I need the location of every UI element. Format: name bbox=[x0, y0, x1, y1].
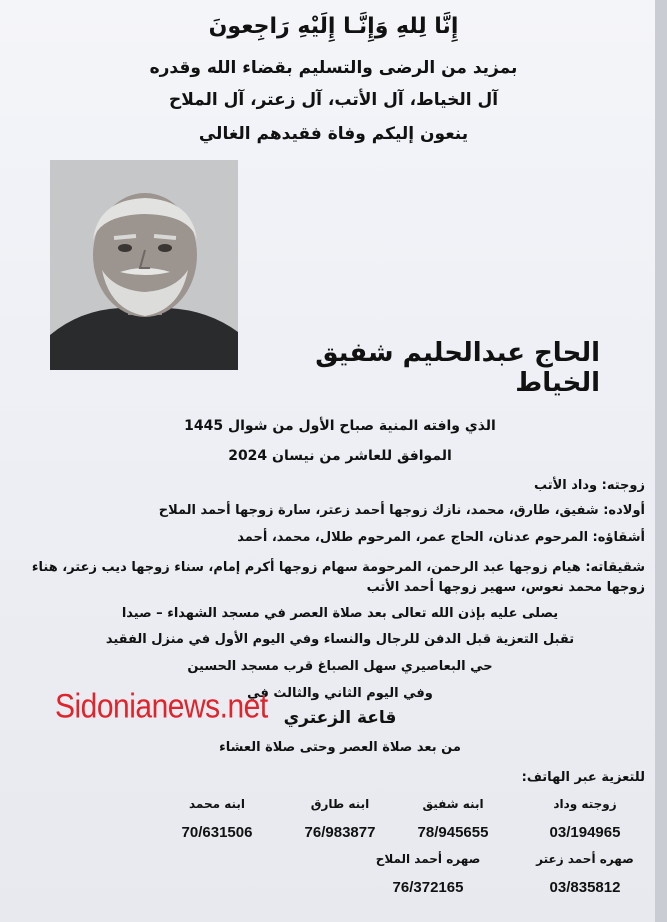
condolence-line: تقبل التعزية قبل الدفن للرجال والنساء وفي اليوم الأول في منزل الفقيد bbox=[105, 632, 575, 647]
phone-label: ابنه طارق bbox=[310, 797, 370, 811]
phone-label: ابنه شفيق bbox=[422, 797, 484, 811]
hall-name: قاعة الزعتري bbox=[283, 708, 397, 728]
families-line: آل الخياط، آل الأتب، آل زعتر، آل الملاح bbox=[168, 90, 499, 110]
phone-label: ابنه محمد bbox=[188, 797, 246, 811]
wife-line: زوجته: وداد الأتب bbox=[533, 478, 645, 493]
time-line: من بعد صلاة العصر وحتى صلاة العشاء bbox=[219, 740, 461, 755]
death-date-gregorian: الموافق للعاشر من نيسان 2024 bbox=[228, 448, 452, 464]
phone-number: 70/631506 bbox=[181, 824, 253, 841]
phone-label: صهره أحمد الملاح bbox=[375, 852, 481, 866]
address-line: حي البعاصيري سهل الصباغ قرب مسجد الحسين bbox=[187, 659, 493, 674]
phone-number: 76/372165 bbox=[392, 879, 464, 896]
phone-number: 03/835812 bbox=[549, 879, 621, 896]
phone-label: صهره أحمد زعتر bbox=[536, 852, 634, 866]
acceptance-line: بمزيد من الرضى والتسليم بقضاء الله وقدره bbox=[149, 58, 518, 78]
brothers-line: أشقاؤه: المرحوم عدنان، الحاج عمر، المرحوم طلال، محمد، أحمد bbox=[237, 530, 645, 545]
days-line: وفي اليوم الثاني والثالث في bbox=[247, 686, 433, 701]
deceased-photo bbox=[50, 160, 238, 370]
deceased-name: الحاج عبدالحليم شفيق الخياط bbox=[315, 338, 600, 398]
watermark: Sidonianews.net bbox=[55, 687, 268, 726]
death-date-hijri: الذي وافته المنية صباح الأول من شوال 1445 bbox=[184, 418, 496, 434]
phones-title: للتعزية عبر الهاتف: bbox=[521, 770, 645, 785]
prayer-line: يصلى عليه بإذن الله تعالى بعد صلاة العصر في مسجد الشهداء – صيدا bbox=[121, 606, 559, 621]
phone-number: 78/945655 bbox=[417, 824, 489, 841]
sisters-line: شقيقاته: هيام زوجها عبد الرحمن، المرحومة سهام زوجها أكرم إمام، سناء زوجها ديب زعتر، هناء زوجها محمد نعوس، سهير زوجها أحمد الأتب bbox=[31, 560, 645, 595]
children-line: أولاده: شفيق، طارق، محمد، نازك زوجها أحمد زعتر، سارة زوجها أحمد الملاح bbox=[158, 503, 645, 518]
phone-number: 03/194965 bbox=[549, 824, 621, 841]
phone-number: 76/983877 bbox=[304, 824, 376, 841]
phone-label: زوجته وداد bbox=[553, 797, 617, 811]
quran-verse: إِنَّا لِلهِ وَإِنَّـا إِلَيْهِ رَاجِعونَ bbox=[208, 14, 459, 39]
portrait-image bbox=[50, 160, 238, 370]
announcement-line: ينعون إليكم وفاة فقيدهم الغالي bbox=[198, 124, 469, 144]
